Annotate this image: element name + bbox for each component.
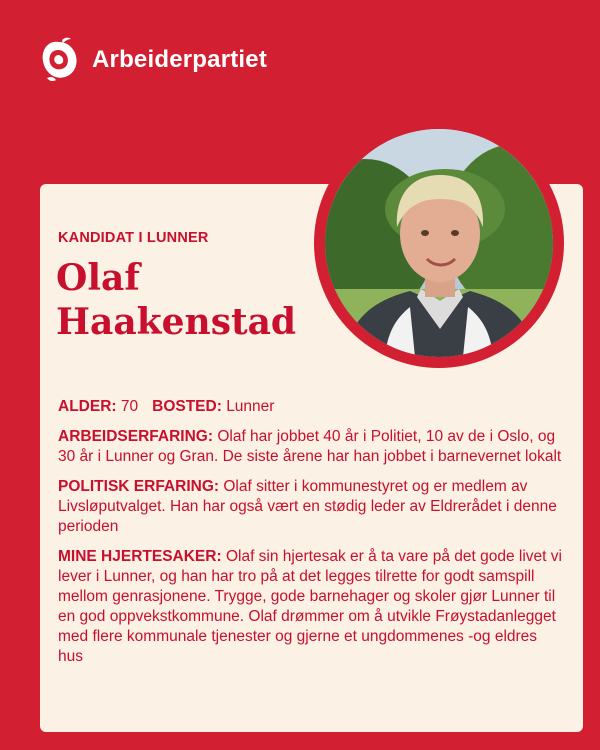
age-label: ALDER:: [58, 398, 117, 415]
age-value: 70: [120, 398, 139, 415]
rose-icon: [38, 36, 80, 84]
candidate-name: [56, 256, 326, 344]
residence-label: BOSTED:: [152, 398, 222, 415]
causes-label: MINE HJERTESAKER:: [58, 548, 222, 565]
candidate-kicker: KANDIDAT I LUNNER: [58, 230, 209, 246]
candidate-last-name: Haakenstad: [56, 301, 297, 343]
work-label: ARBEIDSERFARING:: [58, 428, 214, 445]
causes-text: Olaf sin hjertesak er å ta vare på det gode livet vi lever i Lunner, og han har tro på at det legges tilrette for godt samspill mellom genrasjonene. Trygge, gode barnehager og skoler gjør Lunner til en god oppvekstkommune. Olaf drømmer om å utvikle Frøystadanlegget med flere kommunale tjenester og gjerne et ungdommenes -og eldres hus: [58, 548, 562, 665]
political-experience: [58, 477, 563, 537]
residence-value: Lunner: [226, 398, 275, 415]
candidate-photo: [325, 129, 553, 357]
politics-label: POLITISK ERFARING:: [58, 478, 220, 495]
heart-causes: [58, 547, 563, 667]
politics-text: Olaf sitter i kommunestyret og er medlem av Livsløputvalget. Han har også vært en stødig leder av Eldrerådet i denne perioden: [58, 478, 557, 535]
candidate-photo-frame: [314, 118, 564, 368]
work-experience: [58, 427, 563, 467]
brand-name: Arbeiderpartiet: [92, 46, 268, 73]
candidate-info: [58, 397, 563, 677]
facts-line: [58, 397, 563, 417]
work-text: Olaf har jobbet 40 år i Politiet, 10 av de i Oslo, og 30 år i Lunner og Gran. De siste årene har han jobbet i barnevernet lokalt: [58, 428, 562, 465]
candidate-first-name: Olaf: [56, 257, 140, 299]
brand-header: [38, 36, 267, 84]
